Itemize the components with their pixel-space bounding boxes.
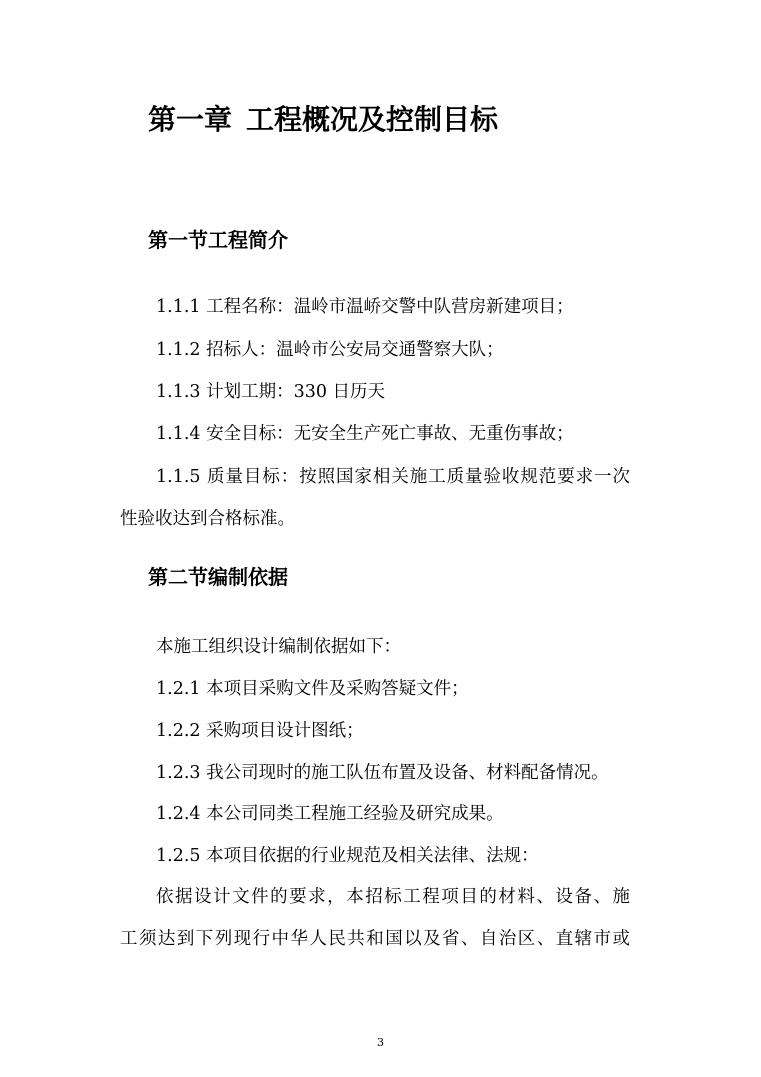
section-heading-overview: 第一节工程简介 (148, 228, 288, 252)
list-item-1-2-3: 1.2.3 我公司现时的施工队伍布置及设备、材料配备情况。 (156, 763, 609, 783)
chapter-title (148, 100, 498, 140)
list-item-1-1-4: 1.1.4 安全目标：无安全生产死亡事故、无重伤事故； (156, 424, 574, 444)
list-item-1-1-5-line2: 性验收达到合格标准。 (120, 509, 295, 529)
body-paragraph-line2: 工须达到下列现行中华人民共和国以及省、自治区、直辖市或 (120, 929, 630, 949)
page-number: 3 (377, 1036, 384, 1049)
body-paragraph-line1: 依据设计文件的要求，本招标工程项目的材料、设备、施 (156, 887, 630, 907)
list-item-1-1-1: 1.1.1 工程名称：温岭市温峤交警中队营房新建项目； (156, 297, 574, 317)
list-item-1-1-5-line1: 1.1.5 质量目标：按照国家相关施工质量验收规范要求一次 (156, 467, 630, 487)
list-item-1-1-2: 1.1.2 招标人：温岭市公安局交通警察大队； (156, 340, 504, 360)
chapter-heading-text: 工程概况及控制目标 (246, 103, 499, 136)
list-item-1-2-1: 1.2.1 本项目采购文件及采购答疑文件； (156, 679, 469, 699)
list-item-1-1-3: 1.1.3 计划工期：330 日历天 (156, 382, 386, 402)
chapter-number: 第一章 (148, 103, 233, 136)
list-item-1-2-5: 1.2.5 本项目依据的行业规范及相关法律、法规： (156, 846, 539, 866)
section-heading-basis: 第二节编制依据 (148, 565, 288, 589)
basis-intro: 本施工组织设计编制依据如下： (156, 637, 401, 657)
list-item-1-2-2: 1.2.2 采购项目设计图纸； (156, 721, 364, 741)
list-item-1-2-4: 1.2.4 本公司同类工程施工经验及研究成果。 (156, 804, 504, 824)
